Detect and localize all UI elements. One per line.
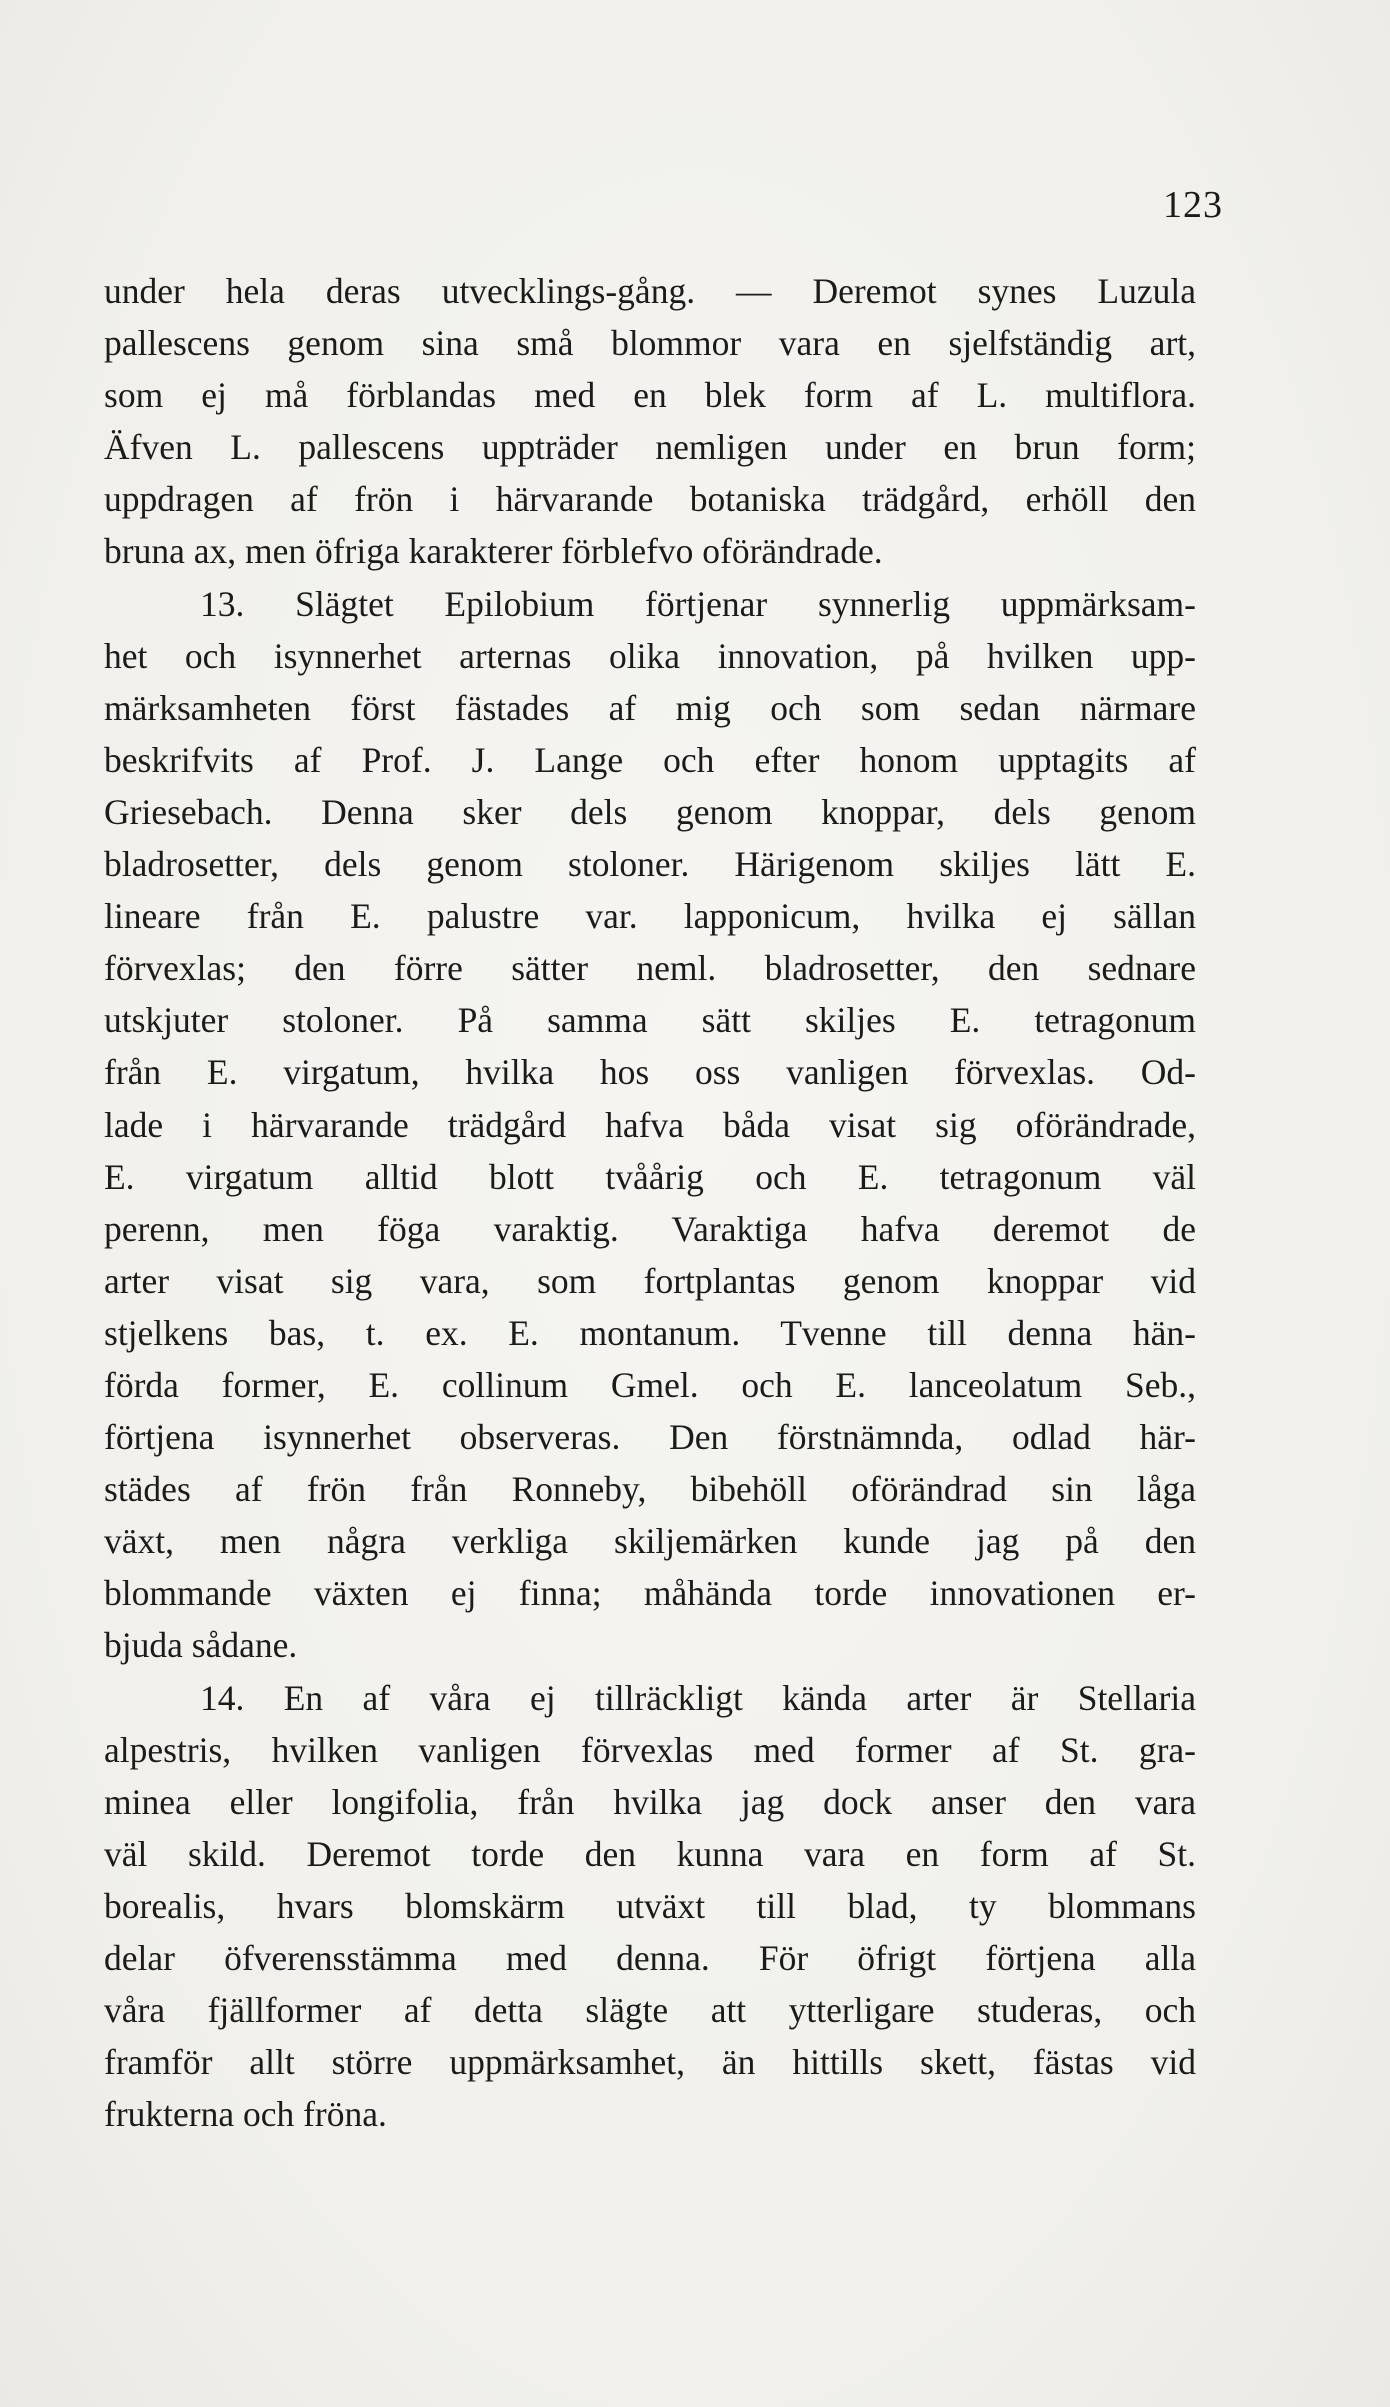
text-line: utskjuter stoloner. På samma sätt skiljes E. tetragonum	[104, 1000, 1196, 1041]
text-line: under hela deras utvecklings-gång. — Deremot synes Luzula	[104, 271, 1196, 311]
text-line: perenn, men föga varaktig. Varaktiga hafva deremot de	[104, 1208, 1196, 1249]
body-text	[104, 265, 1196, 2140]
text-line: städes af frön från Ronneby, bibehöll oförändrad sin låga	[104, 1469, 1196, 1510]
section-13-start: 13. Slägtet Epilobium förtjenar synnerlig uppmärksam-	[200, 583, 1196, 624]
text-line: arter visat sig vara, som fortplantas genom knoppar vid	[104, 1260, 1196, 1301]
text-line: frukterna och fröna.	[104, 2094, 387, 2135]
text-line: framför allt större uppmärksamhet, än hittills skett, fästas vid	[104, 2042, 1196, 2083]
text-line: förtjena isynnerhet observeras. Den förstnämnda, odlad här-	[104, 1417, 1196, 1458]
text-line: uppdragen af frön i härvarande botaniska trädgård, erhöll den	[104, 479, 1196, 520]
text-line: Griesebach. Denna sker dels genom knoppar, dels genom	[104, 791, 1196, 832]
text-line: het och isynnerhet arternas olika innovation, på hvilken upp-	[104, 635, 1196, 676]
text-line: som ej må förblandas med en blek form af L. multiflora.	[104, 375, 1196, 416]
text-line: väl skild. Deremot torde den kunna vara en form af St.	[104, 1833, 1196, 1874]
text-line: alpestris, hvilken vanligen förvexlas med former af St. gra-	[104, 1729, 1196, 1770]
text-line: från E. virgatum, hvilka hos oss vanligen förvexlas. Od-	[104, 1052, 1196, 1093]
text-line: växt, men några verkliga skiljemärken kunde jag på den	[104, 1521, 1196, 1562]
text-line: Äfven L. pallescens uppträder nemligen under en brun form;	[104, 427, 1196, 468]
text-line: märksamheten först fästades af mig och som sedan närmare	[104, 687, 1196, 728]
text-line: förvexlas; den förre sätter neml. bladrosetter, den sednare	[104, 948, 1196, 989]
text-line: beskrifvits af Prof. J. Lange och efter honom upptagits af	[104, 739, 1196, 780]
text-line: bjuda sådane.	[104, 1625, 298, 1666]
text-line: delar öfverensstämma med denna. För öfrigt förtjena alla	[104, 1938, 1196, 1978]
text-line: stjelkens bas, t. ex. E. montanum. Tvenne till denna hän-	[104, 1312, 1196, 1353]
text-line: E. virgatum alltid blott tvåårig och E. tetragonum väl	[104, 1156, 1196, 1197]
text-line: blommande växten ej finna; måhända torde innovationen er-	[104, 1573, 1196, 1614]
text-line: bladrosetter, dels genom stoloner. Härigenom skiljes lätt E.	[104, 844, 1196, 885]
section-14-start: 14. En af våra ej tillräckligt kända arter är Stellaria	[200, 1677, 1196, 1718]
text-line: minea eller longifolia, från hvilka jag dock anser den vara	[104, 1781, 1196, 1822]
text-line: lineare från E. palustre var. lapponicum, hvilka ej sällan	[104, 896, 1196, 937]
text-line: våra fjällformer af detta slägte att ytterligare studeras, och	[104, 1990, 1196, 2031]
text-line: borealis, hvars blomskärm utväxt till blad, ty blommans	[104, 1885, 1196, 1926]
text-line: förda former, E. collinum Gmel. och E. lanceolatum Seb.,	[104, 1364, 1196, 1405]
text-line: bruna ax, men öfriga karakterer förblefvo oförändrade.	[104, 531, 883, 572]
text-line: pallescens genom sina små blommor vara en sjelfständig art,	[104, 323, 1196, 364]
page-number: 123	[1163, 184, 1223, 226]
text-line: lade i härvarande trädgård hafva båda visat sig oförändrade,	[104, 1104, 1196, 1145]
